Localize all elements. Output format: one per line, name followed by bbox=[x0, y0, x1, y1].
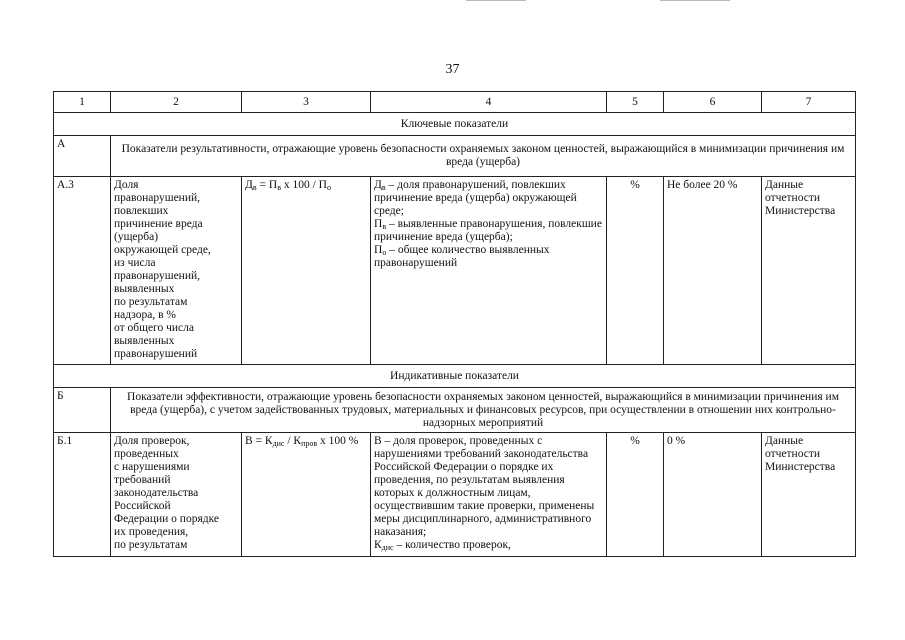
indicator-name: Доля правонарушений, повлекших причинение вреда (ущерба) окружающей среде, из числа правонарушений, выявленных по результатам надзора, в % от общего числа выявленных правонарушений bbox=[111, 177, 242, 365]
indicator-unit: % bbox=[607, 177, 664, 365]
indicator-source: Данные отчетности Министерства bbox=[762, 177, 856, 365]
section-key-row bbox=[54, 113, 856, 136]
section-title-key: Ключевые показатели bbox=[54, 113, 856, 136]
indicator-name: Доля проверок, проведенных с нарушениями требований законодательства Российской Федерации о порядке их проведения, по результатам bbox=[111, 433, 242, 557]
column-number: 4 bbox=[371, 92, 607, 113]
column-number: 1 bbox=[54, 92, 111, 113]
column-number: 3 bbox=[242, 92, 371, 113]
column-number-row bbox=[54, 92, 856, 113]
page-number: 37 bbox=[445, 62, 460, 77]
top-edge-mark-right bbox=[660, 0, 730, 1]
group-description: Показатели эффективности, отражающие уровень безопасности охраняемых законом ценностей, выражающийся в минимизации причинения им вреда (ущерба), с учетом задействованных трудовых, материальных и финансовых ресурсов, при осуществлении в отношении них контрольно-надзорных мероприятий bbox=[111, 388, 856, 433]
indicator-description: $Д_в$ – доля правонарушений, повлекших причинение вреда (ущерба) окружающей среде; $П_в$ – выявленные правонарушения, повлекшие причинение вреда (ущерба); $П_о$ – общее количество выявленных правонарушений bbox=[371, 177, 607, 365]
indicator-row-b1 bbox=[54, 433, 856, 557]
column-number: 2 bbox=[111, 92, 242, 113]
indicator-formula: $В = К_{дис} / К_{пров}$ x 100 % bbox=[242, 433, 371, 557]
column-number: 7 bbox=[762, 92, 856, 113]
indicator-target: Не более 20 % bbox=[664, 177, 762, 365]
indicator-row-a3 bbox=[54, 177, 856, 365]
group-a-row bbox=[54, 136, 856, 177]
indicator-code: А.3 bbox=[54, 177, 111, 365]
indicator-source: Данные отчетности Министерства bbox=[762, 433, 856, 557]
section-title-indicative: Индикативные показатели bbox=[54, 365, 856, 388]
group-b-row bbox=[54, 388, 856, 433]
group-code: А bbox=[54, 136, 111, 177]
section-indicative-row bbox=[54, 365, 856, 388]
top-edge-mark-left bbox=[466, 0, 526, 1]
indicator-formula: $Д_в = П_в$ x $100 / П_о$ bbox=[242, 177, 371, 365]
indicator-code: Б.1 bbox=[54, 433, 111, 557]
indicators-table bbox=[53, 91, 856, 557]
group-description: Показатели результативности, отражающие уровень безопасности охраняемых законом ценностей, выражающийся в минимизации причинения им вреда (ущерба) bbox=[111, 136, 856, 177]
indicator-unit: % bbox=[607, 433, 664, 557]
group-code: Б bbox=[54, 388, 111, 433]
column-number: 6 bbox=[664, 92, 762, 113]
column-number: 5 bbox=[607, 92, 664, 113]
indicator-target: 0 % bbox=[664, 433, 762, 557]
indicator-description: В – доля проверок, проведенных с нарушениями требований законодательства Российской Федерации о порядке их проведения, по результатам выявления которых к должностным лицам, осуществившим такие проверки, применены меры дисциплинарного, административного наказания; $К_{дис}$ – количество проверок, bbox=[371, 433, 607, 557]
